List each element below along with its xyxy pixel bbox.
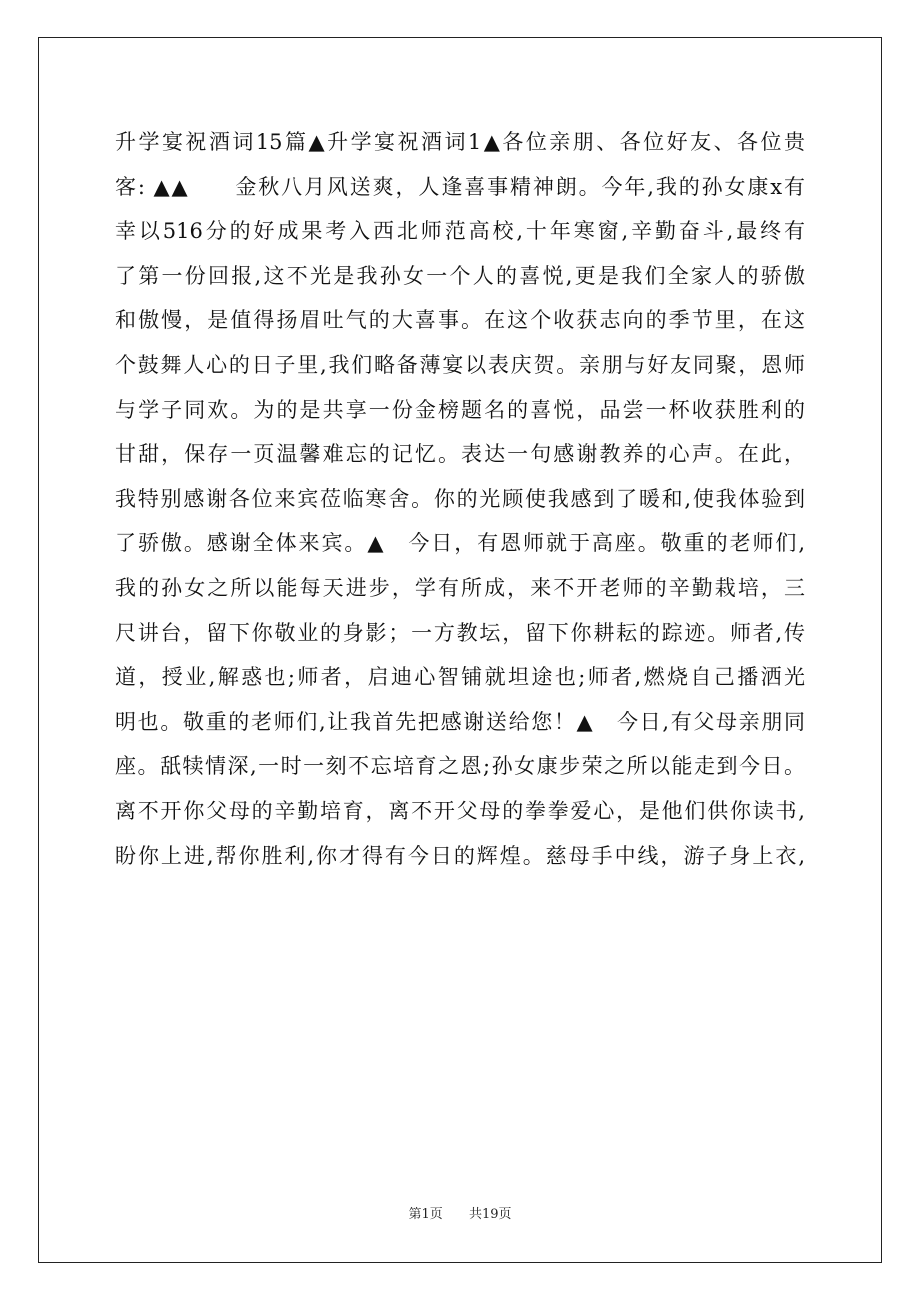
text-line-4: 了第一份回报,这不光是我孙女一个人的喜悦,更是我们全家人的骄傲 bbox=[115, 263, 805, 288]
text-line-9: 我特别感谢各位来宾莅临寒舍。你的光顾使我感到了暖和,使我体验到 bbox=[115, 486, 805, 511]
text-line-7: 与学子同欢。为的是共享一份金榜题名的喜悦，品尝一杯收获胜利的 bbox=[115, 397, 805, 422]
text-line-3: 幸以516分的好成果考入西北师范高校,十年寒窗,辛勤奋斗,最终有 bbox=[115, 219, 805, 244]
page-number: 第1页 bbox=[408, 1207, 443, 1222]
text-line-1: 升学宴祝酒词15篇▲升学宴祝酒词1▲各位亲朋、各位好友、各位贵 bbox=[115, 130, 805, 154]
text-line-6: 个鼓舞人心的日子里,我们略备薄宴以表庆贺。亲朋与好友同聚，恩师 bbox=[115, 352, 805, 377]
text-line-14: 明也。敬重的老师们,让我首先把感谢送给您！▲ 今日,有父母亲朋同 bbox=[115, 709, 805, 734]
text-line-12: 尺讲台，留下你敬业的身影；一方教坛，留下你耕耘的踪迹。师者,传 bbox=[115, 620, 805, 645]
text-line-5: 和傲慢，是值得扬眉吐气的大喜事。在这个收获志向的季节里，在这 bbox=[115, 308, 805, 333]
text-line-8: 甘甜，保存一页温馨难忘的记忆。表达一句感谢教养的心声。在此， bbox=[115, 442, 805, 467]
text-line-10: 了骄傲。感谢全体来宾。▲ 今日，有恩师就于高座。敬重的老师们, bbox=[115, 531, 805, 556]
document-body bbox=[115, 120, 805, 878]
text-line-2: 客: ▲▲ 金秋八月风送爽，人逢喜事精神朗。今年,我的孙女康x有 bbox=[115, 174, 805, 199]
text-line-16: 离不开你父母的辛勤培育，离不开父母的拳拳爱心，是他们供你读书, bbox=[115, 798, 805, 823]
text-line-13: 道，授业,解惑也;师者，启迪心智铺就坦途也;师者,燃烧自己播洒光 bbox=[115, 665, 805, 690]
page-total: 共19页 bbox=[469, 1207, 512, 1222]
page-footer bbox=[0, 1207, 920, 1223]
text-line-17: 盼你上进,帮你胜利,你才得有今日的辉煌。慈母手中线，游子身上衣, bbox=[115, 843, 805, 868]
text-line-11: 我的孙女之所以能每天进步，学有所成，来不开老师的辛勤栽培，三 bbox=[115, 575, 805, 600]
text-line-15: 座。舐犊情深,一时一刻不忘培育之恩;孙女康步荣之所以能走到今日。 bbox=[115, 754, 805, 779]
